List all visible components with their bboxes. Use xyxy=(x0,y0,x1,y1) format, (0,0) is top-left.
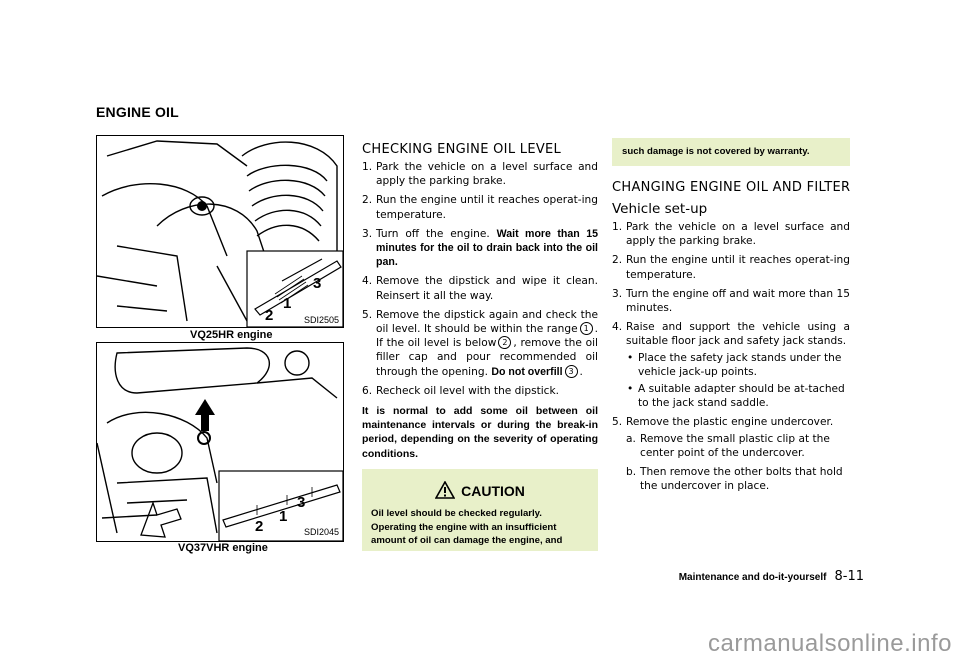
ref-2: 2 xyxy=(498,336,511,349)
callout-1: 1 xyxy=(279,508,288,525)
callout-2: 2 xyxy=(265,307,274,324)
list-item: 2. Run the engine until it reaches operat-ing temperature. xyxy=(612,254,850,281)
checking-heading: CHECKING ENGINE OIL LEVEL xyxy=(362,142,562,157)
watermark: carmanualsonline.info xyxy=(708,630,952,657)
list-item: 2. Run the engine until it reaches operat-ing temperature. xyxy=(362,194,598,221)
list-item: 1. Park the vehicle on a level surface and apply the parking brake. xyxy=(612,221,850,248)
chapter-title: Maintenance and do-it-yourself xyxy=(678,572,827,583)
list-item: 6. Recheck oil level with the dipstick. xyxy=(362,384,560,397)
engine-illustration xyxy=(97,136,343,327)
note-paragraph: It is normal to add some oil between oil maintenance intervals or during the break-in period, depending on the severity of operating conditions. xyxy=(362,405,598,460)
bullet-item: • Place the safety jack stands under the vehicle jack-up points. xyxy=(627,351,842,378)
changing-steps xyxy=(612,220,850,498)
page-footer xyxy=(679,567,864,585)
caution-heading: CAUTION xyxy=(362,481,598,499)
figure-caption: VQ37VHR engine xyxy=(178,542,268,554)
callout-2: 2 xyxy=(255,518,264,535)
bullet-item: • A suitable adapter should be at-tached to the jack stand saddle. xyxy=(627,383,845,410)
page-number: 8-11 xyxy=(834,569,864,584)
engine-figure-vq25hr xyxy=(96,135,344,328)
list-item: 4. Remove the dipstick and wipe it clean. Reinsert it all the way. xyxy=(362,275,598,302)
ref-3: 3 xyxy=(565,365,578,378)
changing-heading: CHANGING ENGINE OIL AND FILTER xyxy=(612,180,851,195)
sub-item: b. Then remove the other bolts that hold the undercover in place. xyxy=(626,466,843,493)
list-item: 3. Turn off the engine. Wait more than 15 minutes for the oil to drain back into the oil pan. xyxy=(362,227,598,269)
list-item: 3. Turn the engine off and wait more than 15 minutes. xyxy=(612,287,850,315)
warning-icon xyxy=(435,481,455,499)
caution-body: Oil level should be checked regularly. Operating the engine with an insufficient amount of oil can damage the engine, and xyxy=(371,508,563,547)
caution-continued: such damage is not covered by warranty. xyxy=(612,138,850,166)
engine-figure-vq37vhr xyxy=(96,342,344,542)
checking-steps xyxy=(362,160,598,461)
figure-code: SDI2045 xyxy=(303,527,339,537)
engine-illustration xyxy=(97,343,343,541)
list-item: 1. Park the vehicle on a level surface and apply the parking brake. xyxy=(362,161,598,188)
ref-1: 1 xyxy=(580,322,593,335)
callout-3: 3 xyxy=(313,275,322,292)
list-item: 5. Remove the dipstick again and check the oil level. It should be within the range 1 . If the oil level is below 2 , remove the oil filler cap and pour recommended oil through the opening. Do not overfill 3 . xyxy=(362,308,598,378)
list-item: 5. Remove the plastic engine undercover. xyxy=(612,416,834,429)
callout-3: 3 xyxy=(297,494,306,511)
callout-1: 1 xyxy=(283,295,292,312)
list-item: 4. Raise and support the vehicle using a suitable floor jack and safety jack stands. xyxy=(612,321,850,348)
sub-item: a. Remove the small plastic clip at the center point of the undercover. xyxy=(626,432,830,459)
caution-box xyxy=(362,469,598,551)
figure-code: SDI2505 xyxy=(303,315,339,325)
vehicle-setup-heading: Vehicle set-up xyxy=(612,201,708,217)
figure-caption: VQ25HR engine xyxy=(190,329,273,341)
section-title: ENGINE OIL xyxy=(96,104,179,120)
